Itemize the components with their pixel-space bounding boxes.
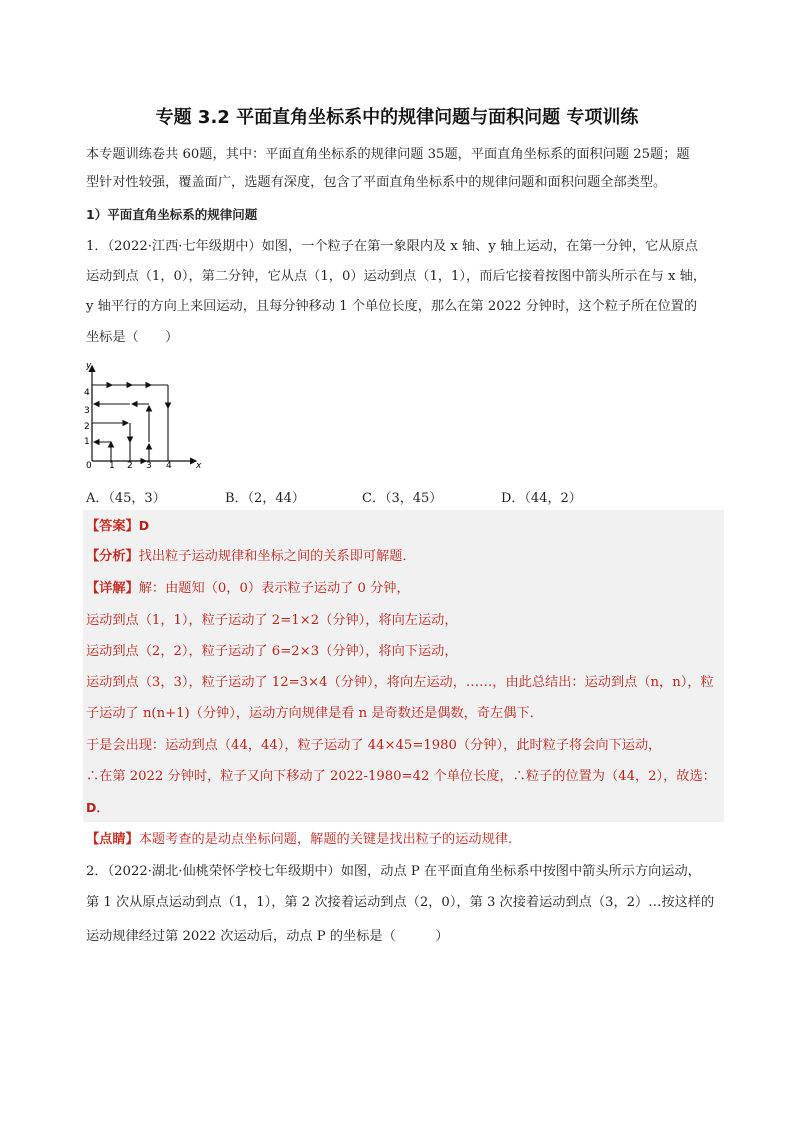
comment-text: 本题考查的是动点坐标问题，解题的关键是找出粒子的运动规律． — [138, 832, 522, 847]
y-tick-2: 2 — [84, 422, 90, 432]
x-tick-0: 0 — [86, 461, 92, 471]
option-a[interactable]: A．（45，3） — [86, 491, 166, 506]
x-tick-2: 2 — [127, 461, 133, 471]
answer-row — [86, 516, 726, 537]
option-b[interactable]: B．（2，44） — [225, 491, 305, 506]
q1-line-3: y 轴平行的方向上来回运动，且每分钟移动 1 个单位长度，那么在第 2022 分钟时，这个粒子所在位置的 — [86, 299, 698, 314]
detail-row-3: 运动到点（2，2），粒子运动了 6=2×3（分钟），将向下运动， — [86, 644, 458, 659]
detail-row-5: 子运动了 n(n+1)（分钟），运动方向规律是看 n 是奇数还是偶数，奇左偶下． — [86, 706, 543, 721]
detail-row-8: D． — [86, 800, 109, 815]
option-d[interactable]: D．（44，2） — [501, 491, 582, 506]
detail-text-1: 解：由题知（0，0）表示粒子运动了 0 分钟， — [138, 581, 410, 596]
option-c[interactable]: C．（3，45） — [362, 491, 443, 506]
q1-line-2: 运动到点（1，0），第二分钟，它从点（1，0）运动到点（1，1），而后它接着按图中箭头所示在与 x 轴， — [86, 269, 707, 284]
analysis-tag: 【分析】 — [86, 549, 139, 564]
q1-line-1: 1．（2022·江西·七年级期中）如图，一个粒子在第一象限内及 x 轴、y 轴上运动，在第一分钟，它从原点 — [86, 239, 698, 254]
x-tick-4: 4 — [166, 461, 172, 471]
detail-row-2: 运动到点（1，1），粒子运动了 2=1×2（分钟），将向左运动， — [86, 613, 458, 628]
q2-line-2: 第 1 次从原点运动到点（1，1），第 2 次接着运动到点（2，0），第 3 次接着运动到点（3，2）…按这样的 — [86, 895, 715, 910]
y-tick-1: 1 — [84, 437, 90, 447]
q1-line-4: 坐标是（ ） — [86, 330, 179, 345]
detail-row-7: ∴在第 2022 分钟时，粒子又向下移动了 2022-1980=42 个单位长度，∴粒子的位置为（44，2），故选： — [86, 769, 716, 784]
q2-line-3: 运动规律经过第 2022 次运动后，动点 P 的坐标是（ ） — [86, 929, 449, 944]
q1-figure — [82, 358, 208, 473]
page-title: 专题 3.2 平面直角坐标系中的规律问题与面积问题 专项训练 — [155, 107, 639, 128]
y-tick-3: 3 — [84, 406, 90, 416]
answer-tag: 【答案】 — [86, 519, 139, 534]
analysis-text: 找出粒子运动规律和坐标之间的关系即可解题． — [138, 549, 416, 564]
detail-row-1 — [86, 579, 726, 599]
comment-row — [86, 830, 726, 850]
intro-line-2: 型针对性较强，覆盖面广，选题有深度，包含了平面直角坐标系中的规律问题和面积问题全部类型。 — [86, 175, 667, 190]
section-heading: 1）平面直角坐标系的规律问题 — [86, 207, 258, 222]
analysis-row — [86, 547, 726, 567]
q2-line-1: 2．（2022·湖北·仙桃荣怀学校七年级期中）如图，动点 P 在平面直角坐标系中按图中箭头所示方向运动， — [86, 864, 701, 879]
x-tick-1: 1 — [109, 461, 115, 471]
y-axis-label: y — [86, 361, 92, 371]
comment-tag: 【点睛】 — [86, 832, 139, 847]
x-axis-label: x — [196, 461, 202, 471]
detail-row-6: 于是会出现：运动到点（44，44），粒子运动了 44×45=1980（分钟），此时粒子将会向下运动， — [86, 738, 662, 753]
x-tick-3: 3 — [146, 461, 152, 471]
particle-path — [92, 385, 168, 461]
detail-tag: 【详解】 — [86, 581, 139, 596]
intro-line-1: 本专题训练卷共 60题，其中：平面直角坐标系的规律问题 35题，平面直角坐标系的面积问题 25题；题 — [86, 147, 690, 162]
answer-value: D — [138, 518, 150, 533]
y-tick-4: 4 — [84, 388, 90, 398]
detail-row-4: 运动到点（3，3），粒子运动了 12=3×4（分钟），将向左运动，……，由此总结出：运动到点（n，n），粒 — [86, 675, 714, 690]
